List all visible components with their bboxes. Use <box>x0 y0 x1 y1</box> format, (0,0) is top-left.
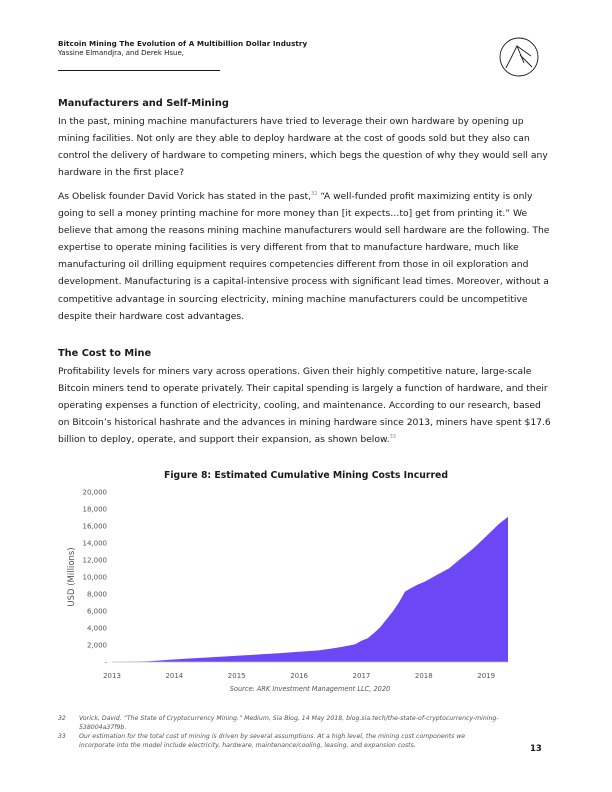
cumulative-mining-cost-chart <box>58 482 552 696</box>
y-tick-label: 4,000 <box>86 624 107 633</box>
x-tick-label: 2019 <box>477 672 496 680</box>
y-tick-label: 16,000 <box>82 522 107 531</box>
y-tick-label: 14,000 <box>82 539 107 548</box>
footnote-ref-32[interactable]: 32 <box>311 190 318 197</box>
y-tick-label: 6,000 <box>86 607 107 616</box>
y-axis-label: USD (Millions) <box>67 547 77 607</box>
y-tick-label: 8,000 <box>86 590 107 599</box>
y-tick-label: 2,000 <box>86 641 107 650</box>
figure-source: Source: ARK Investment Management LLC, 2020 <box>229 685 391 693</box>
x-tick-label: 2016 <box>290 672 309 680</box>
section-heading-cost-to-mine: The Cost to Mine <box>58 348 152 359</box>
y-tick-label: 20,000 <box>82 488 107 497</box>
y-tick-label: 18,000 <box>82 505 107 514</box>
paragraph-self-mining: In the past, mining machine manufacturers have tried to leverage their own hardware by opening up mining facilities. Not only are they able to deploy hardware at the cost of goods sold but they also can control the delivery of hardware to competing miners, which begs the question of why they would sell any hardware in the first place? <box>58 116 548 179</box>
x-tick-label: 2015 <box>227 672 246 680</box>
x-tick-label: 2013 <box>103 672 121 680</box>
footnote-ref-33[interactable]: 33 <box>389 434 396 441</box>
y-tick-label: 10,000 <box>82 573 107 582</box>
section-heading-manufacturers: Manufacturers and Self-Mining <box>58 98 229 109</box>
ark-logo-icon <box>498 36 540 78</box>
x-tick-label: 2018 <box>414 672 433 680</box>
paragraph-vorick-quote: As Obelisk founder David Vorick has stated in the past,$^{32}$ “A well-funded profit maximizing entity is only going to sell a money printing machine for more money than [it expects…to] get from printing it.” We believe that among the reasons mining machine manufacturers would sell hardware are the following. The expertise to operate mining facilities is very different from that to manufacture hardware, much like manufacturing oil drilling equipment requires competencies different from those in oil exploration and development. Manufacturing is a capital-intensive process with significant lead times. Moreover, without a competitive advantage in sourcing electricity, mining machine manufacturers could be uncompetitive despite their hardware cost advantages. <box>58 190 550 322</box>
header-divider <box>58 70 220 71</box>
figure-title: Figure 8: Estimated Cumulative Mining Costs Incurred <box>164 470 448 481</box>
x-tick-label: 2017 <box>352 672 371 680</box>
footnote-number-32: 32 <box>58 715 66 722</box>
document-authors: Yassine Elmandjra, and Derek Hsue, <box>58 49 185 57</box>
cumulative-cost-area <box>112 517 508 662</box>
document-title: Bitcoin Mining The Evolution of A Multibillion Dollar Industry <box>58 39 308 48</box>
footnote-text-33: Our estimation for the total cost of mining is driven by several assumptions. At a high level, the mining cost components we incorporate into the model include electricity, hardware, maintenance/cooling, leasing, and expansion costs. <box>79 733 466 749</box>
y-tick-label: - <box>104 658 107 667</box>
footnote-number-33: 33 <box>58 733 66 740</box>
footnote-text-32: Vorick, David. “The State of Cryptocurrency Mining.” Medium, Sia Blog, 14 May 2018, blog.sia.tech/the-state-of-cryptocurrency-mining-538004a37f9b. <box>79 715 499 731</box>
paragraph-cost-to-mine: Profitability levels for miners vary across operations. Given their highly competitive nature, large-scale Bitcoin miners tend to operate privately. Their capital spending is largely a function of hardware, and their operating expenses a function of electricity, cooling, and maintenance. According to our research, based on Bitcoin’s historical hashrate and the advances in mining hardware since 2013, miners have spent $17.6 billion to deploy, operate, and support their expansion, as shown below.$^{33}$ <box>58 366 551 446</box>
page-number: 13 <box>530 744 542 754</box>
x-tick-label: 2014 <box>165 672 184 680</box>
y-tick-label: 12,000 <box>82 556 107 565</box>
